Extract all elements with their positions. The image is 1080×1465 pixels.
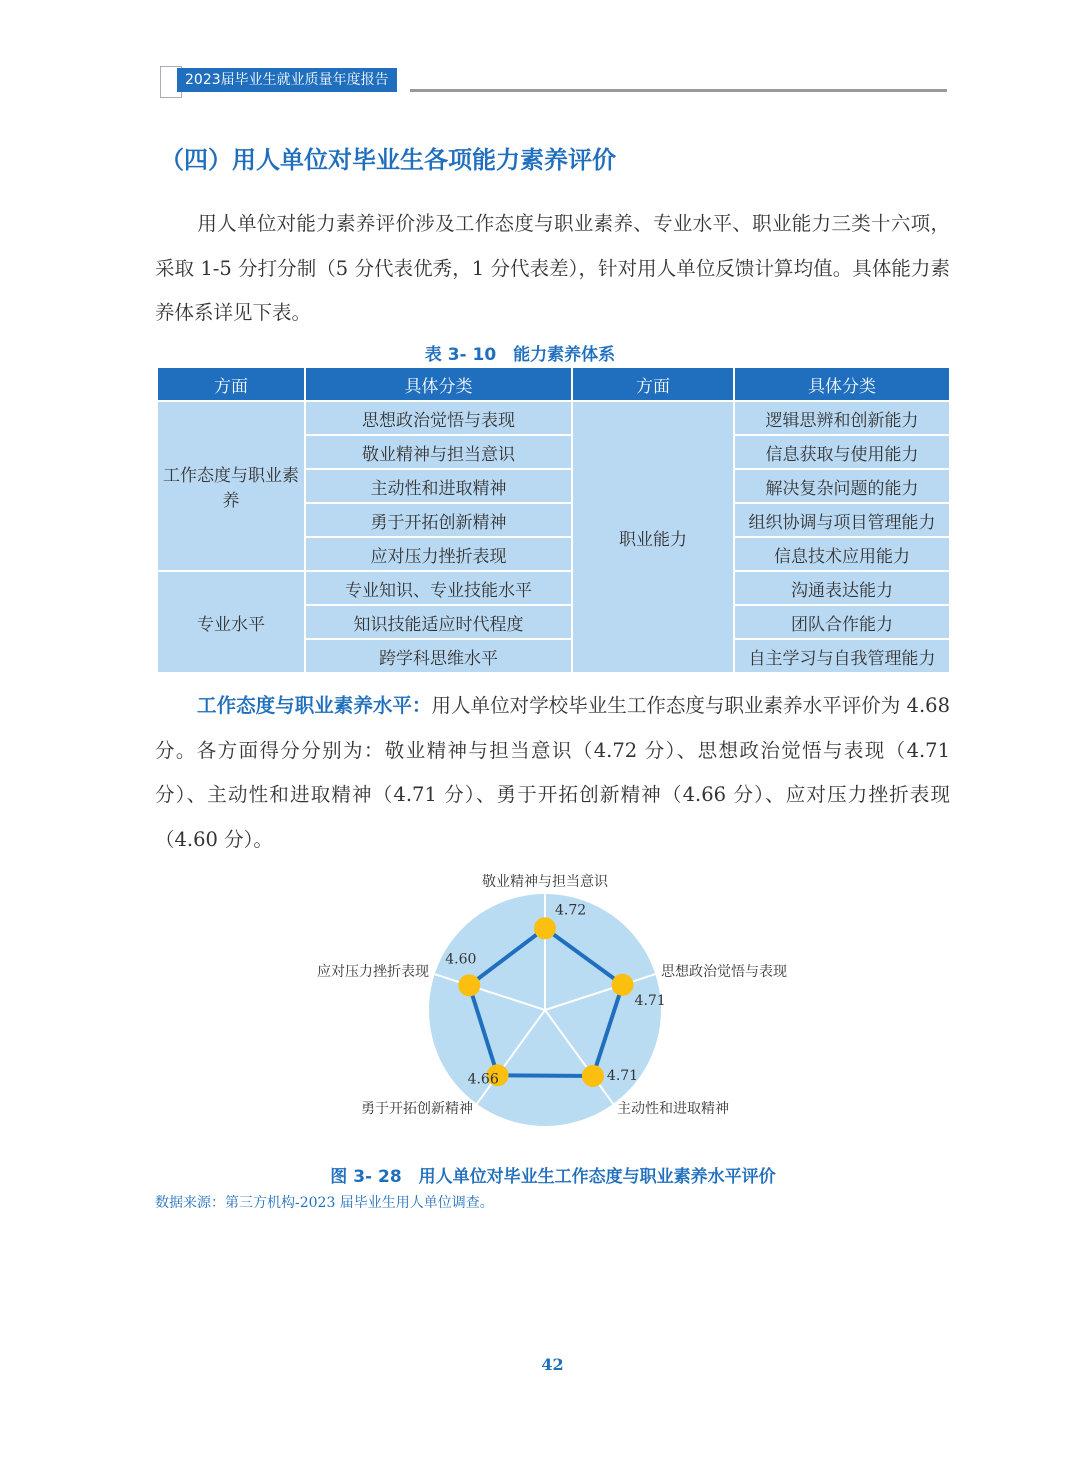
- axis-label: 应对压力挫折表现: [317, 964, 429, 980]
- th: 具体分类: [306, 368, 571, 400]
- category-cell: 信息获取与使用能力: [735, 436, 949, 468]
- data-label: 4.66: [467, 1071, 499, 1088]
- category-cell: 组织协调与项目管理能力: [735, 504, 949, 536]
- paragraph-lead: 工作态度与职业素养水平：: [197, 694, 432, 717]
- axis-label: 思想政治觉悟与表现: [661, 964, 787, 980]
- category-cell: 应对压力挫折表现: [306, 538, 571, 570]
- category-cell: 勇于开拓创新精神: [306, 504, 571, 536]
- data-label: 4.72: [555, 902, 587, 919]
- aspect-cell: 专业水平: [158, 572, 304, 672]
- radar-point: [582, 1065, 604, 1087]
- data-label: 4.71: [606, 1067, 639, 1084]
- category-cell: 跨学科思维水平: [306, 640, 571, 672]
- radar-point: [612, 974, 634, 996]
- report-title: 2023届毕业生就业质量年度报告: [177, 68, 397, 92]
- category-cell: 专业知识、专业技能水平: [306, 572, 571, 604]
- category-cell: 沟通表达能力: [735, 572, 949, 604]
- radar-point: [534, 917, 556, 939]
- table-caption: 表 3- 10 能力素养体系: [424, 345, 616, 365]
- data-label: 4.60: [445, 951, 477, 968]
- axis-label: 勇于开拓创新精神: [361, 1101, 473, 1117]
- aspect-cell: 工作态度与职业素养: [158, 402, 304, 570]
- category-cell: 思想政治觉悟与表现: [306, 402, 571, 434]
- page-number: 42: [541, 1355, 564, 1374]
- paragraph-text: 用人单位对学校毕业生工作态度与职业素养水平评价为 4.68 分。各方面得分分别为：敬业精神与担当意识（4.72 分）、思想政治觉悟与表现（4.71 分）、主动性和进取精神（4.71 分）、勇于开拓创新精神（4.66 分）、应对压力挫折表现（4.60 分）。: [155, 694, 950, 851]
- th: 具体分类: [735, 368, 949, 400]
- category-cell: 团队合作能力: [735, 606, 949, 638]
- data-label: 4.71: [634, 992, 666, 1009]
- category-cell: 敬业精神与担当意识: [306, 436, 571, 468]
- category-cell: 主动性和进取精神: [306, 470, 571, 502]
- radar-point: [458, 974, 480, 996]
- section-title: （四）用人单位对毕业生各项能力素养评价: [160, 146, 616, 174]
- category-cell: 信息技术应用能力: [735, 538, 949, 570]
- aspect-cell: 职业能力: [573, 402, 733, 672]
- axis-label: 主动性和进取精神: [617, 1101, 729, 1117]
- figure-caption: 图 3- 28 用人单位对毕业生工作态度与职业素养水平评价: [330, 1167, 776, 1187]
- data-source: 数据来源：第三方机构-2023 届毕业生用人单位调查。: [155, 1195, 494, 1211]
- th: 方面: [573, 368, 733, 400]
- axis-label: 敬业精神与担当意识: [482, 874, 608, 890]
- category-cell: 逻辑思辨和创新能力: [735, 402, 949, 434]
- category-cell: 自主学习与自我管理能力: [735, 640, 949, 672]
- category-cell: 知识技能适应时代程度: [306, 606, 571, 638]
- th: 方面: [158, 368, 304, 400]
- category-cell: 解决复杂问题的能力: [735, 470, 949, 502]
- intro-text: 用人单位对能力素养评价涉及工作态度与职业素养、专业水平、职业能力三类十六项，采取 1-5 分打分制（5 分代表优秀，1 分代表差），针对用人单位反馈计算均值。具体能力素养体系详见下表。: [155, 212, 950, 324]
